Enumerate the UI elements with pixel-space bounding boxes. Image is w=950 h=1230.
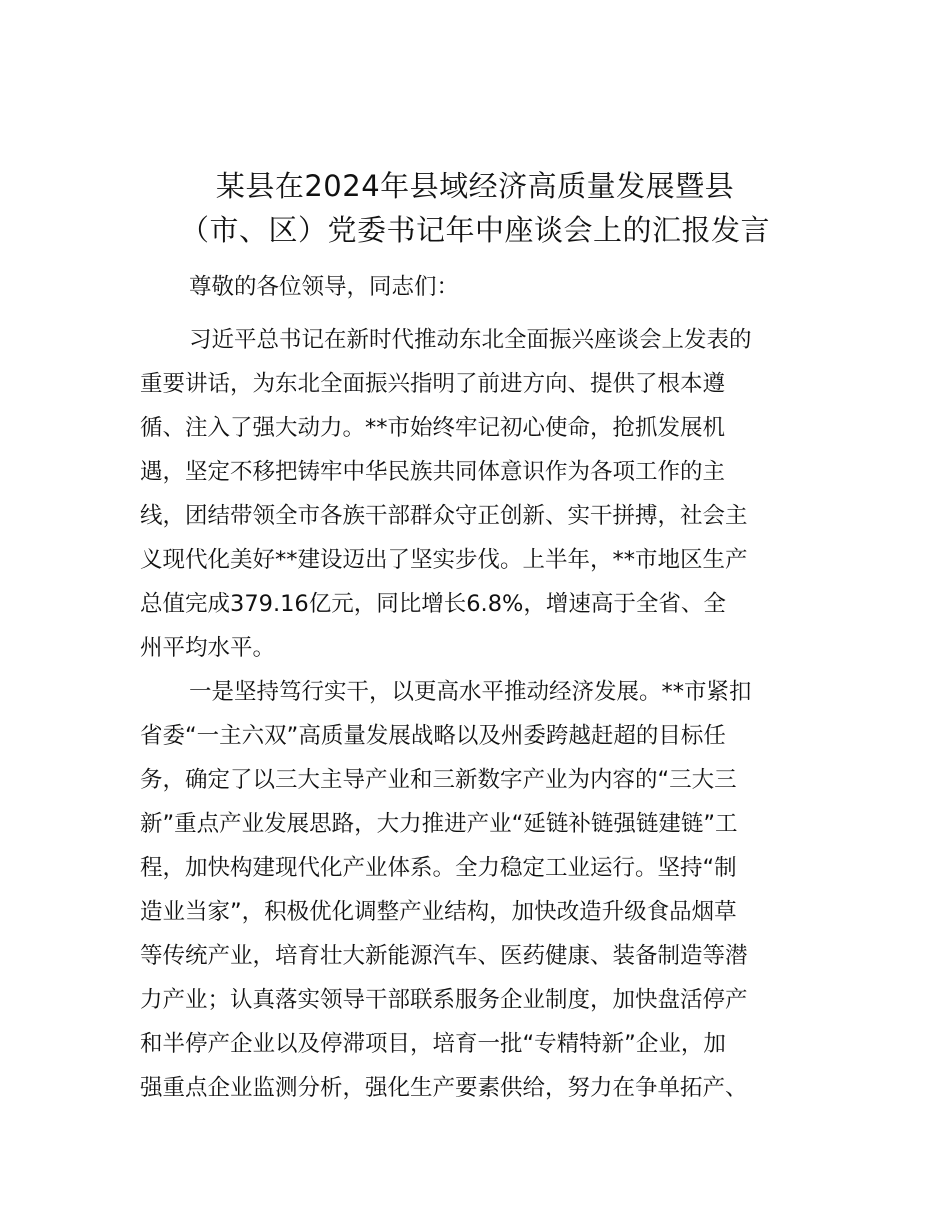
text-line: 义现代化美好**建设迈出了坚实步伐。上半年，**市地区生产: [140, 547, 748, 573]
text-line: 循、注入了强大动力。**市始终牢记初心使命，抢抓发展机: [140, 415, 726, 441]
text-line: 重要讲话，为东北全面振兴指明了前进方向、提供了根本遵: [140, 371, 726, 397]
text-line: 习近平总书记在新时代推动东北全面振兴座谈会上发表的: [189, 327, 752, 353]
text-line: 力产业；认真落实领导干部联系服务企业制度，加快盘活停产: [140, 987, 748, 1013]
text-line: 强重点企业监测分析，强化生产要素供给，努力在争单拓产、: [140, 1075, 748, 1101]
text-line: 一是坚持笃行实干，以更高水平推动经济发展。**市紧扣: [189, 679, 752, 705]
text-line: 新”重点产业发展思路，大力推进产业“延链补链强链建链”工: [140, 811, 738, 837]
paragraph-intro: [140, 318, 810, 670]
text-line: 和半停产企业以及停滞项目，培育一批“专精特新”企业，加: [140, 1031, 726, 1057]
text-line: 造业当家”，积极优化调整产业结构，加快改造升级食品烟草: [140, 899, 737, 925]
title-line-2: （市、区）党委书记年中座谈会上的汇报发言: [179, 213, 770, 247]
text-line: 线，团结带领全市各族干部群众守正创新、实干拼搏，社会主: [140, 503, 748, 529]
paragraph-economic-development: [140, 670, 810, 1110]
text-line: 总值完成379.16亿元，同比增长6.8%，增速高于全省、全: [140, 591, 726, 617]
text-line: 遇，坚定不移把铸牢中华民族共同体意识作为各项工作的主: [140, 459, 726, 485]
text-line: 务，确定了以三大主导产业和三新数字产业为内容的“三大三: [140, 767, 737, 793]
salutation-text: 尊敬的各位领导，同志们：: [189, 274, 460, 300]
text-line: 省委“一主六双”高质量发展战略以及州委跨越赶超的目标任: [140, 723, 726, 749]
text-line: 程，加快构建现代化产业体系。全力稳定工业运行。坚持“制: [140, 855, 737, 881]
text-line: 州平均水平。: [140, 635, 276, 661]
text-line: 等传统产业，培育壮大新能源汽车、医药健康、装备制造等潜: [140, 943, 748, 969]
document-title: [140, 164, 810, 252]
salutation: [140, 265, 810, 309]
title-line-1: 某县在2024年县域经济高质量发展暨县: [215, 169, 735, 203]
